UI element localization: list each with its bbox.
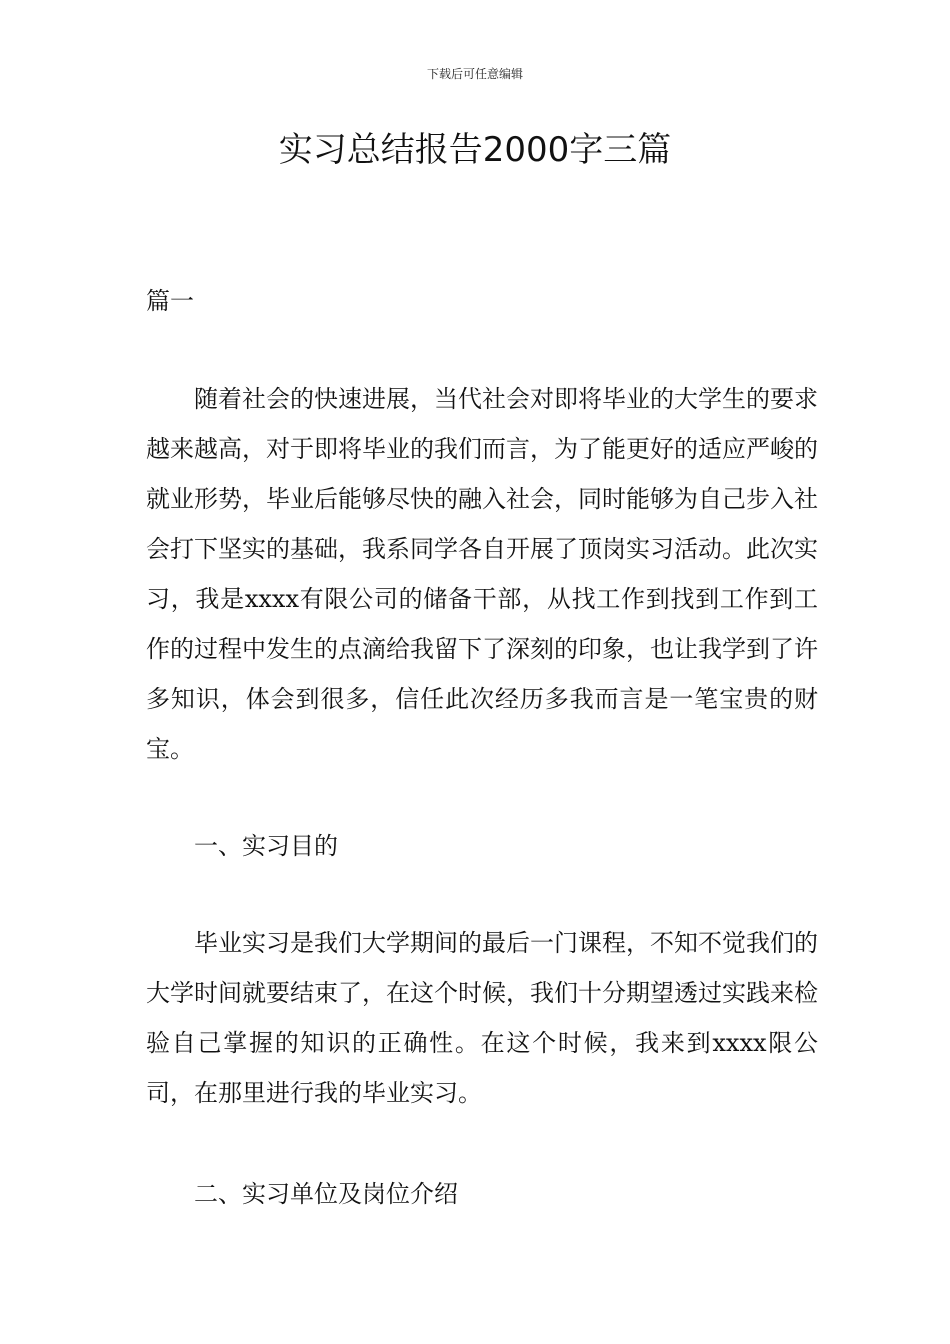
section-heading-unit: 二、实习单位及岗位介绍 [194,1180,458,1208]
purpose-paragraph: 毕业实习是我们大学期间的最后一门课程，不知不觉我们的大学时间就要结束了，在这个时候，我们十分期望透过实践来检验自己掌握的知识的正确性。在这个时候，我来到xxxx限公司，在那里进行我的毕业实习。 [146,929,818,1107]
intro-paragraph: 随着社会的快速进展，当代社会对即将毕业的大学生的要求越来越高，对于即将毕业的我们而言，为了能更好的适应严峻的就业形势，毕业后能够尽快的融入社会，同时能够为自己步入社会打下坚实的基础，我系同学各自开展了顶岗实习活动。此次实习，我是xxxx有限公司的储备干部，从找工作到找到工作到工作的过程中发生的点滴给我留下了深刻的印象，也让我学到了许多知识，体会到很多，信任此次经历多我而言是一笔宝贵的财宝。 [146,385,818,763]
document-title: 实习总结报告2000字三篇 [278,130,672,170]
section-heading-purpose: 一、实习目的 [194,832,338,860]
page-header-note: 下载后可任意编辑 [426,67,523,81]
part-label: 篇一 [146,287,194,315]
